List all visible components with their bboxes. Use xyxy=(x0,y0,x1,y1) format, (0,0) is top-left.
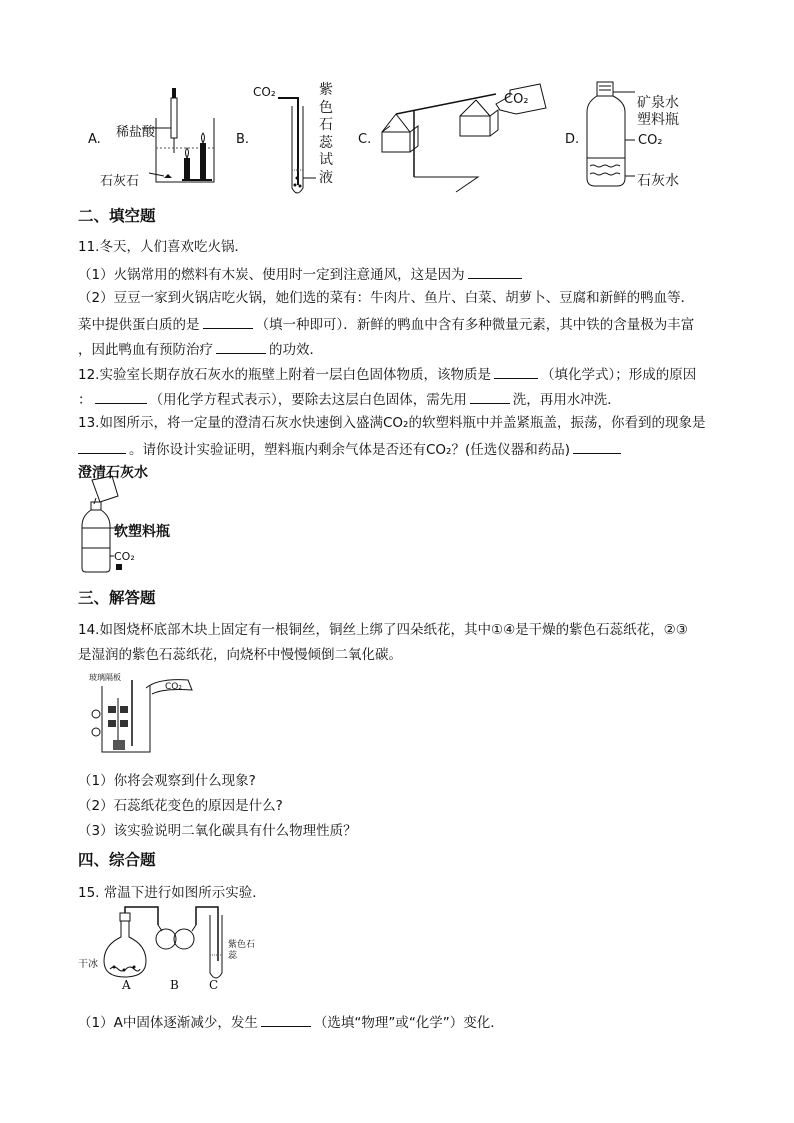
question-14-line-1: 14.如图烧杯底部木块上固定有一根铜丝，铜丝上绑了四朵纸花，其中①④是干燥的紫色石蕊纸花，②③ xyxy=(78,622,688,638)
figure-a-stone-label: 石灰石 xyxy=(100,174,140,189)
answer-blank[interactable] xyxy=(468,264,522,279)
question-11-part-2: （2）豆豆一家到火锅店吃火锅，她们选的菜有：牛肉片、鱼片、白菜、胡萝卜、豆腐和新鲜的鸭血等． xyxy=(78,290,695,306)
figure-15-dry-ice-label: 干冰 xyxy=(78,959,98,970)
figure-c-letter: C. xyxy=(358,132,372,147)
answer-blank[interactable] xyxy=(78,439,126,454)
question-12-text: 洗，再用水冲洗． xyxy=(512,392,621,408)
question-13-text: ？(任选仪器和药品) xyxy=(451,442,571,458)
question-11-part-2-line-2 xyxy=(78,314,694,334)
question-15-text: （选填“物理”或“化学”）变化． xyxy=(313,1015,504,1031)
answer-blank[interactable] xyxy=(470,389,510,404)
answer-blank[interactable] xyxy=(216,339,266,354)
figure-d-gas-label: CO₂ xyxy=(638,133,663,148)
figure-b-liquid-label xyxy=(318,82,334,187)
answer-blank[interactable] xyxy=(261,1012,311,1027)
figure-13-gas-label: CO₂ xyxy=(114,550,135,563)
question-15-sub-1 xyxy=(78,1012,504,1032)
question-15-stem: 15. 常温下进行如图所示实验． xyxy=(78,885,266,901)
figure-b-liquid-char: 蕊 xyxy=(319,134,333,151)
question-13-gas: CO₂ xyxy=(426,442,452,458)
answer-blank[interactable] xyxy=(494,364,538,379)
question-13-text: 的软塑料瓶中并盖紧瓶盖，振荡，你看到的现象是 xyxy=(408,415,706,431)
question-11-text: 菜中提供蛋白质的是 xyxy=(78,317,200,333)
figure-b-letter: B. xyxy=(236,132,250,147)
question-11-part-1 xyxy=(78,264,525,284)
figure-c-gas-label: CO₂ xyxy=(504,92,529,107)
section-heading-comprehensive: 四、综合题 xyxy=(78,851,156,869)
question-13-text: 。请你设计实验证明，塑料瓶内剩余气体是否还有 xyxy=(129,442,426,458)
question-13-line-1 xyxy=(78,414,705,432)
figure-a-acid-label: 稀盐酸 xyxy=(116,125,156,140)
section-heading-fill-in: 二、填空题 xyxy=(78,207,156,225)
question-12-text: （填化学式）；形成的原因 xyxy=(540,367,697,383)
section-heading-answer: 三、解答题 xyxy=(78,589,156,607)
figure-c-balance-diagram xyxy=(378,82,558,192)
question-13-gas: CO₂ xyxy=(382,415,409,431)
figure-15-label-b: B xyxy=(170,978,179,992)
figure-15-label-a: A xyxy=(122,978,131,992)
figure-b-test-tube-diagram xyxy=(278,90,318,200)
answer-blank[interactable] xyxy=(203,314,253,329)
question-14-sub-3: （3）该实验说明二氧化碳具有什么物理性质？ xyxy=(78,823,357,839)
figure-15-litmus-label: 紫色石蕊 xyxy=(228,940,256,961)
figure-d-liquid-label: 石灰水 xyxy=(637,173,679,189)
figure-d-bottle-diagram xyxy=(585,80,635,190)
question-12-text: （用化学方程式表示），要除去这层白色固体，需先用 xyxy=(149,392,467,408)
question-11-text: 的功效． xyxy=(269,342,323,358)
question-14-sub-1: （1）你将会观察到什么现象? xyxy=(78,773,256,789)
question-11-part-2-line-3 xyxy=(78,339,323,359)
figure-14-gas-label: CO₂ xyxy=(165,682,182,692)
question-11-text: ，因此鸭血有预防治疗 xyxy=(78,342,213,358)
figure-a-letter: A. xyxy=(88,132,101,147)
figure-b-gas-label: CO₂ xyxy=(253,85,276,99)
question-12-line-1 xyxy=(78,364,696,384)
question-11-text: （填一种即可）．新鲜的鸭血中含有多种微量元素，其中铁的含量极为丰富 xyxy=(255,317,695,333)
question-13-text: 13.如图所示，将一定量的澄清石灰水快速倒入盛满 xyxy=(78,415,383,431)
question-11-part-1-text: （1）火锅常用的燃料有木炭、使用时一定到注意通风，这是因为 xyxy=(78,267,465,283)
question-11-stem: 11.冬天，人们喜欢吃火锅． xyxy=(78,239,248,255)
question-15-text: （1）A中固体逐渐减少，发生 xyxy=(78,1015,258,1031)
figure-14-plate-label: 玻璃隔板 xyxy=(89,673,121,682)
figure-b-liquid-char: 色 xyxy=(319,99,333,116)
question-14-sub-2: （2）石蕊纸花变色的原因是什么? xyxy=(78,798,283,814)
question-12-text: 12.实验室长期存放石灰水的瓶壁上附着一层白色固体物质，该物质是 xyxy=(78,367,491,383)
figure-b-liquid-char: 石 xyxy=(319,117,333,133)
figure-b-liquid-char: 紫 xyxy=(319,82,333,98)
figure-14-beaker-diagram xyxy=(88,676,198,756)
question-12-line-2 xyxy=(78,389,621,409)
question-14-line-2: 是湿润的紫色石蕊纸花，向烧杯中慢慢倾倒二氧化碳。 xyxy=(78,647,402,663)
question-12-text: ： xyxy=(78,392,92,408)
answer-blank[interactable] xyxy=(95,389,147,404)
figure-d-bottle-label: 矿泉水 xyxy=(637,95,679,111)
figure-d-bottle-label-2: 塑料瓶 xyxy=(637,112,679,128)
figure-b-liquid-char: 液 xyxy=(319,169,333,186)
figure-b-liquid-char: 试 xyxy=(319,152,333,168)
figure-15-label-c: C xyxy=(209,978,219,992)
answer-blank[interactable] xyxy=(573,439,621,454)
figure-13-limewater-label: 澄清石灰水 xyxy=(78,465,148,481)
figure-a-beaker-diagram xyxy=(152,88,222,188)
question-13-line-2 xyxy=(78,439,624,459)
figure-13-bottle-label: 软塑料瓶 xyxy=(114,524,170,540)
figure-d-letter: D. xyxy=(565,132,580,147)
